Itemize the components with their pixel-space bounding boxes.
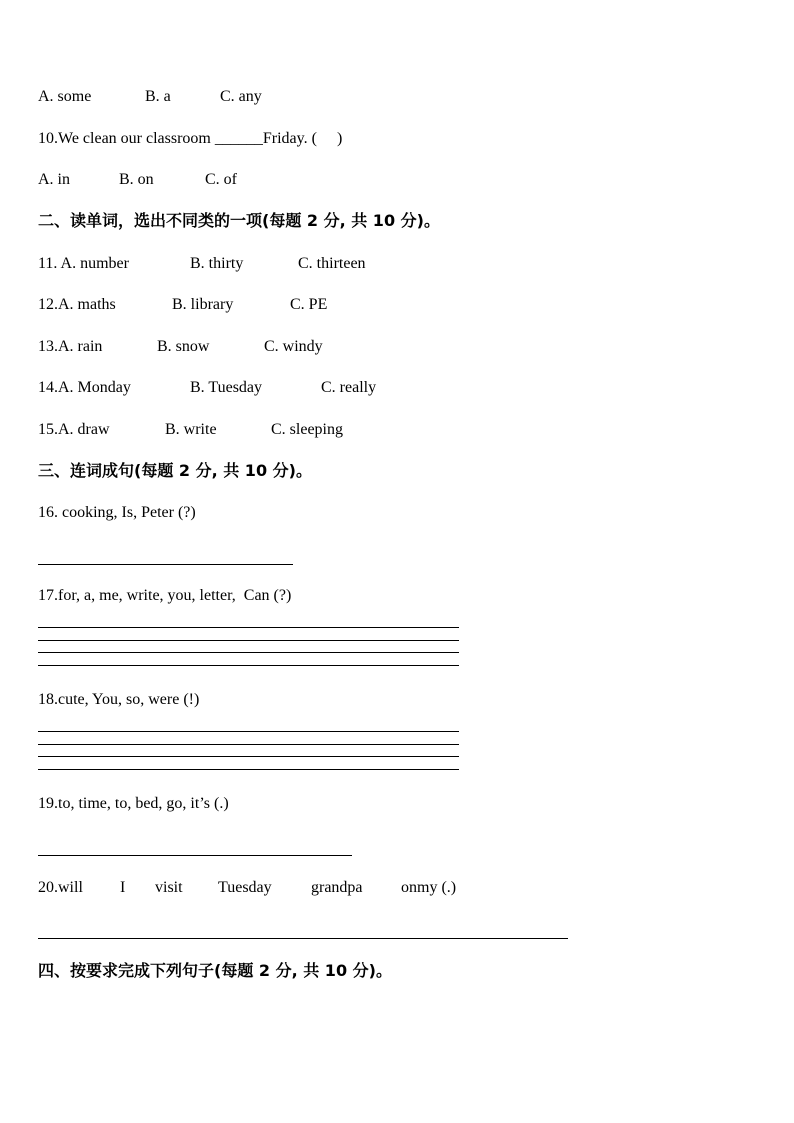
section-3-title: 三、连词成句(每题 2 分, 共 10 分)。 bbox=[38, 461, 312, 480]
answer-line bbox=[38, 731, 459, 732]
option-a: 15.A. draw bbox=[38, 421, 110, 438]
option-b: B. thirty bbox=[190, 255, 244, 272]
option-c: C. thirteen bbox=[298, 255, 366, 272]
word: 20.will bbox=[38, 879, 83, 896]
option-b: B. library bbox=[172, 296, 234, 313]
question-10-text: 10.We clean our classroom bbox=[38, 130, 215, 147]
answer-line bbox=[38, 769, 459, 770]
answer-line bbox=[38, 744, 459, 745]
option-a: 11. A. number bbox=[38, 255, 129, 272]
question-19: 19.to, time, to, bed, go, it’s (.) bbox=[38, 795, 229, 812]
option-c: C. really bbox=[321, 379, 377, 396]
question-10-options bbox=[38, 170, 237, 250]
option-a: A. some bbox=[38, 88, 92, 105]
option-b: B. snow bbox=[157, 338, 210, 355]
word: Tuesday bbox=[218, 879, 272, 896]
section-4-title: 四、按要求完成下列句子(每题 2 分, 共 10 分)。 bbox=[38, 961, 392, 980]
option-b: B. Tuesday bbox=[190, 379, 263, 396]
answer-line bbox=[38, 640, 459, 641]
option-b: B. a bbox=[145, 88, 171, 105]
option-a: 14.A. Monday bbox=[38, 379, 131, 396]
word: I bbox=[120, 879, 126, 896]
question-10-tail: Friday. ( ) bbox=[262, 130, 343, 147]
question-10 bbox=[38, 129, 342, 149]
answer-blank: ______ bbox=[214, 130, 263, 147]
answer-line bbox=[38, 652, 459, 653]
word: visit bbox=[155, 879, 183, 896]
option-c: C. sleeping bbox=[271, 421, 343, 438]
option-c: C. of bbox=[205, 171, 237, 188]
answer-line bbox=[38, 564, 293, 565]
word: onmy (.) bbox=[401, 879, 457, 896]
option-c: C. any bbox=[220, 88, 262, 105]
question-18: 18.cute, You, so, were (!) bbox=[38, 691, 200, 708]
option-a: 13.A. rain bbox=[38, 338, 103, 355]
word: grandpa bbox=[311, 879, 363, 896]
answer-line bbox=[38, 938, 568, 939]
option-b: B. on bbox=[119, 171, 154, 188]
option-b: B. write bbox=[165, 421, 217, 438]
option-a: 12.A. maths bbox=[38, 296, 116, 313]
option-c: C. windy bbox=[264, 338, 323, 355]
option-c: C. PE bbox=[290, 296, 328, 313]
question-17: 17.for, a, me, write, you, letter, Can (?) bbox=[38, 587, 292, 604]
section-2-title: 二、读单词，选出不同类的一项(每题 2 分, 共 10 分)。 bbox=[38, 211, 440, 230]
question-16: 16. cooking, Is, Peter (?) bbox=[38, 504, 196, 521]
answer-line bbox=[38, 855, 352, 856]
option-a: A. in bbox=[38, 171, 70, 188]
answer-line bbox=[38, 756, 459, 757]
answer-line bbox=[38, 665, 459, 666]
answer-line bbox=[38, 627, 459, 628]
